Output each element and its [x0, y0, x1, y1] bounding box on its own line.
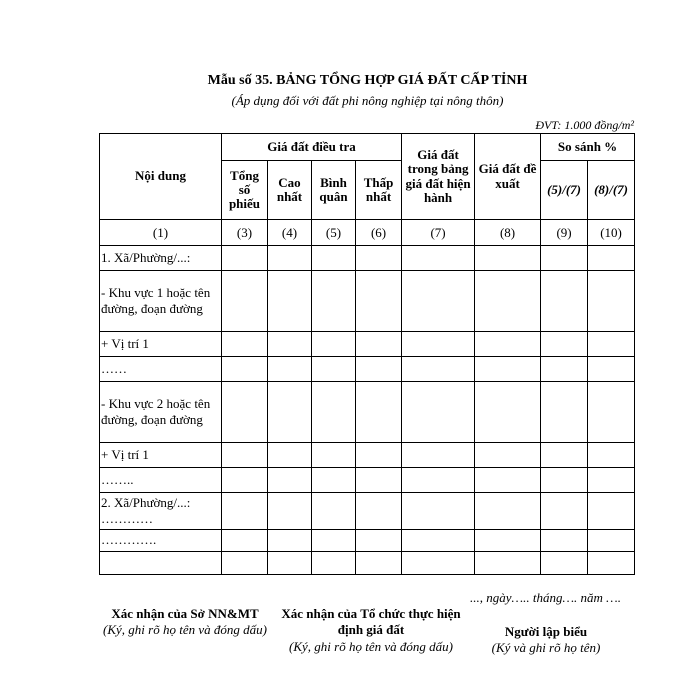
empty-cell: [475, 332, 541, 357]
table-row: [100, 468, 635, 493]
table-row: [100, 493, 635, 530]
col-number: (10): [588, 220, 635, 246]
empty-cell: [402, 382, 475, 443]
empty-cell: [402, 493, 475, 530]
empty-cell: [312, 332, 356, 357]
row-label: + Vị trí 1: [100, 443, 222, 468]
empty-cell: [541, 271, 588, 332]
form-title: Mẫu số 35. BẢNG TỔNG HỢP GIÁ ĐẤT CẤP TỈNH: [207, 73, 528, 88]
empty-cell: [312, 552, 356, 575]
empty-cell: [268, 468, 312, 493]
signature-block-to-chuc: [272, 606, 470, 655]
empty-cell: [268, 246, 312, 271]
form-subtitle: (Áp dụng đối với đất phi nông nghiệp tại nông thôn): [231, 93, 504, 108]
table-row: [100, 443, 635, 468]
sig3-title: Người lập biểu: [504, 624, 588, 639]
empty-cell: [402, 552, 475, 575]
empty-cell: [541, 552, 588, 575]
col-number: (5): [312, 220, 356, 246]
empty-cell: [402, 332, 475, 357]
sig2-title: Xác nhận của Tổ chức thực hiện định giá đất: [281, 606, 461, 638]
date-line: ..., ngày….. tháng…. năm ….: [470, 590, 621, 605]
col-number: (8): [475, 220, 541, 246]
empty-cell: [402, 468, 475, 493]
header-ss2: (8)/(7): [588, 161, 635, 220]
empty-cell: [356, 332, 402, 357]
row-label: 2. Xã/Phường/...: …………: [100, 493, 222, 530]
empty-cell: [541, 332, 588, 357]
empty-cell: [541, 530, 588, 552]
column-number-row: [100, 220, 635, 246]
sig1-note: (Ký, ghi rõ họ tên và đóng dấu): [103, 622, 267, 638]
empty-cell: [268, 382, 312, 443]
empty-cell: [312, 493, 356, 530]
empty-cell: [475, 246, 541, 271]
empty-cell: [475, 493, 541, 530]
empty-cell: [268, 357, 312, 382]
empty-cell: [588, 357, 635, 382]
empty-cell: [222, 246, 268, 271]
empty-cell: [541, 468, 588, 493]
sig1-title: Xác nhận của Sở NN&MT: [111, 606, 259, 621]
sig3-note: (Ký và ghi rõ họ tên): [491, 640, 601, 656]
empty-cell: [588, 493, 635, 530]
empty-cell: [475, 271, 541, 332]
empty-cell: [588, 332, 635, 357]
empty-cell: [222, 530, 268, 552]
empty-cell: [588, 468, 635, 493]
col-number: (3): [222, 220, 268, 246]
empty-cell: [356, 271, 402, 332]
empty-cell: [541, 382, 588, 443]
empty-cell: [475, 382, 541, 443]
row-label: 1. Xã/Phường/...:: [100, 246, 222, 271]
empty-cell: [475, 530, 541, 552]
empty-cell: [268, 493, 312, 530]
empty-cell: [541, 357, 588, 382]
empty-cell: [356, 468, 402, 493]
empty-cell: [222, 493, 268, 530]
empty-cell: [475, 357, 541, 382]
empty-cell: [402, 246, 475, 271]
header-ss1: (5)/(7): [541, 161, 588, 220]
row-label: ……..: [100, 468, 222, 493]
empty-cell: [541, 246, 588, 271]
row-label: ……: [100, 357, 222, 382]
row-label: [100, 552, 222, 575]
empty-cell: [588, 552, 635, 575]
empty-cell: [541, 493, 588, 530]
table-row: [100, 357, 635, 382]
empty-cell: [312, 530, 356, 552]
header-noi-dung: Nội dung: [100, 134, 222, 220]
empty-cell: [402, 357, 475, 382]
sig2-note: (Ký, ghi rõ họ tên và đóng dấu): [289, 638, 453, 654]
header-binh-quan: Bình quân: [312, 161, 356, 220]
row-label: - Khu vực 1 hoặc tên đường, đoạn đường: [100, 271, 222, 332]
empty-cell: [312, 246, 356, 271]
table-row: [100, 332, 635, 357]
empty-cell: [222, 332, 268, 357]
empty-cell: [356, 382, 402, 443]
empty-cell: [356, 443, 402, 468]
empty-cell: [222, 357, 268, 382]
empty-cell: [222, 443, 268, 468]
col-number: (7): [402, 220, 475, 246]
unit-label: ĐVT: 1.000 đồng/m²: [535, 118, 634, 132]
empty-cell: [268, 552, 312, 575]
table-row: [100, 530, 635, 552]
empty-cell: [475, 468, 541, 493]
price-summary-table: [99, 133, 635, 575]
col-number: (1): [100, 220, 222, 246]
signature-block-so-nnmt: [100, 606, 270, 639]
empty-cell: [475, 443, 541, 468]
empty-cell: [588, 443, 635, 468]
empty-cell: [268, 530, 312, 552]
empty-cell: [402, 530, 475, 552]
empty-cell: [475, 552, 541, 575]
header-so-sanh: So sánh %: [541, 134, 635, 161]
header-gia-de-xuat: Giá đất đề xuất: [475, 134, 541, 220]
empty-cell: [312, 357, 356, 382]
empty-cell: [268, 332, 312, 357]
empty-cell: [588, 382, 635, 443]
empty-cell: [356, 552, 402, 575]
header-thap-nhat: Thấp nhất: [356, 161, 402, 220]
empty-cell: [312, 382, 356, 443]
empty-cell: [588, 530, 635, 552]
table-row: [100, 271, 635, 332]
empty-cell: [356, 530, 402, 552]
table-row: [100, 382, 635, 443]
empty-cell: [268, 271, 312, 332]
header-tong-so-phieu: Tổng số phiếu: [222, 161, 268, 220]
row-label: - Khu vực 2 hoặc tên đường, đoạn đường: [100, 382, 222, 443]
col-number: (9): [541, 220, 588, 246]
empty-cell: [312, 443, 356, 468]
empty-cell: [222, 271, 268, 332]
empty-cell: [312, 468, 356, 493]
table-row: [100, 552, 635, 575]
empty-cell: [222, 552, 268, 575]
row-label: + Vị trí 1: [100, 332, 222, 357]
header-gia-bang: Giá đất trong bảng giá đất hiện hành: [402, 134, 475, 220]
table-row: [100, 246, 635, 271]
empty-cell: [588, 246, 635, 271]
empty-cell: [356, 493, 402, 530]
empty-cell: [541, 443, 588, 468]
empty-cell: [588, 271, 635, 332]
empty-cell: [356, 357, 402, 382]
signature-block-nguoi-lap: [476, 624, 616, 657]
empty-cell: [222, 382, 268, 443]
header-cao-nhat: Cao nhất: [268, 161, 312, 220]
empty-cell: [268, 443, 312, 468]
row-label: ………….: [100, 530, 222, 552]
empty-cell: [312, 271, 356, 332]
empty-cell: [222, 468, 268, 493]
empty-cell: [356, 246, 402, 271]
header-gia-dieu-tra: Giá đất điều tra: [222, 134, 402, 161]
empty-cell: [402, 271, 475, 332]
col-number: (6): [356, 220, 402, 246]
empty-cell: [402, 443, 475, 468]
col-number: (4): [268, 220, 312, 246]
